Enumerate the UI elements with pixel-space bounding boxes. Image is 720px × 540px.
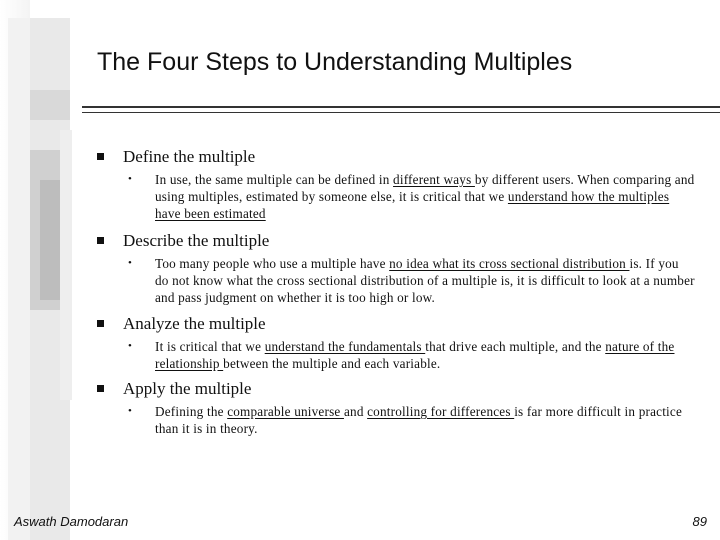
step-describe: [97, 230, 697, 306]
footer-author: Aswath Damodaran: [14, 514, 129, 529]
underlined-text: no idea what its cross sectional distribution: [389, 256, 630, 271]
text-run: In use, the same multiple can be defined in: [155, 172, 394, 187]
step-heading: Describe the multiple: [123, 231, 270, 250]
sub-bullet: •: [128, 405, 132, 417]
step-heading-row: [97, 230, 697, 252]
step-analyze: [97, 313, 697, 372]
slide-body: [97, 146, 697, 437]
step-detail: [128, 255, 697, 306]
text-run: that drive each multiple, and the: [425, 339, 606, 354]
square-bullet-icon: [97, 237, 104, 244]
text-run: between the multiple and each variable.: [223, 356, 441, 371]
sub-bullet: •: [128, 257, 132, 269]
step-apply: [97, 378, 697, 437]
text-run: is far more difficult in practice than it is in theory.: [155, 404, 683, 436]
background-stripe: [8, 18, 30, 540]
step-define: [97, 146, 697, 222]
underlined-text: understand the fundamentals: [264, 339, 426, 354]
step-detail-text: [155, 338, 695, 372]
step-heading-row: [97, 378, 697, 400]
underlined-text: different ways: [393, 172, 475, 187]
step-detail-text: [155, 403, 695, 437]
underlined-text: controlling for differences: [367, 404, 515, 419]
title-rule-thin: [82, 112, 720, 113]
step-detail: [128, 403, 697, 437]
page-number: 89: [692, 514, 707, 529]
background-block: [60, 130, 72, 400]
text-run: It is critical that we: [155, 339, 265, 354]
text-run: by different users. When comparing and using multiples, estimated by someone else, it is critical that we: [155, 172, 695, 204]
step-heading: Apply the multiple: [123, 379, 252, 398]
sub-bullet: •: [128, 340, 132, 352]
square-bullet-icon: [97, 320, 104, 327]
step-detail: [128, 171, 697, 222]
background-block: [30, 90, 70, 120]
text-run: Too many people who use a multiple have: [155, 256, 390, 271]
text-run: is. If you do not know what the cross sectional distribution of a multiple is, it is difficult to look at a number and pass judgment on whether it is too high or low.: [155, 256, 695, 305]
step-detail: [128, 338, 697, 372]
sub-bullet: •: [128, 173, 132, 185]
step-detail-text: [155, 171, 695, 222]
underlined-text: understand how the multiples have been estimated: [155, 189, 670, 221]
background-block: [40, 180, 60, 300]
step-heading-row: [97, 313, 697, 335]
square-bullet-icon: [97, 385, 104, 392]
underlined-text: nature of the relationship: [155, 339, 675, 371]
title-rule: [82, 106, 720, 108]
underlined-text: comparable universe: [227, 404, 344, 419]
text-run: Defining the: [155, 404, 228, 419]
square-bullet-icon: [97, 153, 104, 160]
step-heading: Define the multiple: [123, 147, 256, 166]
step-heading-row: [97, 146, 697, 168]
step-detail-text: [155, 255, 695, 306]
text-run: and: [343, 404, 368, 419]
step-heading: Analyze the multiple: [123, 314, 266, 333]
slide-title: The Four Steps to Understanding Multiples: [97, 48, 573, 76]
